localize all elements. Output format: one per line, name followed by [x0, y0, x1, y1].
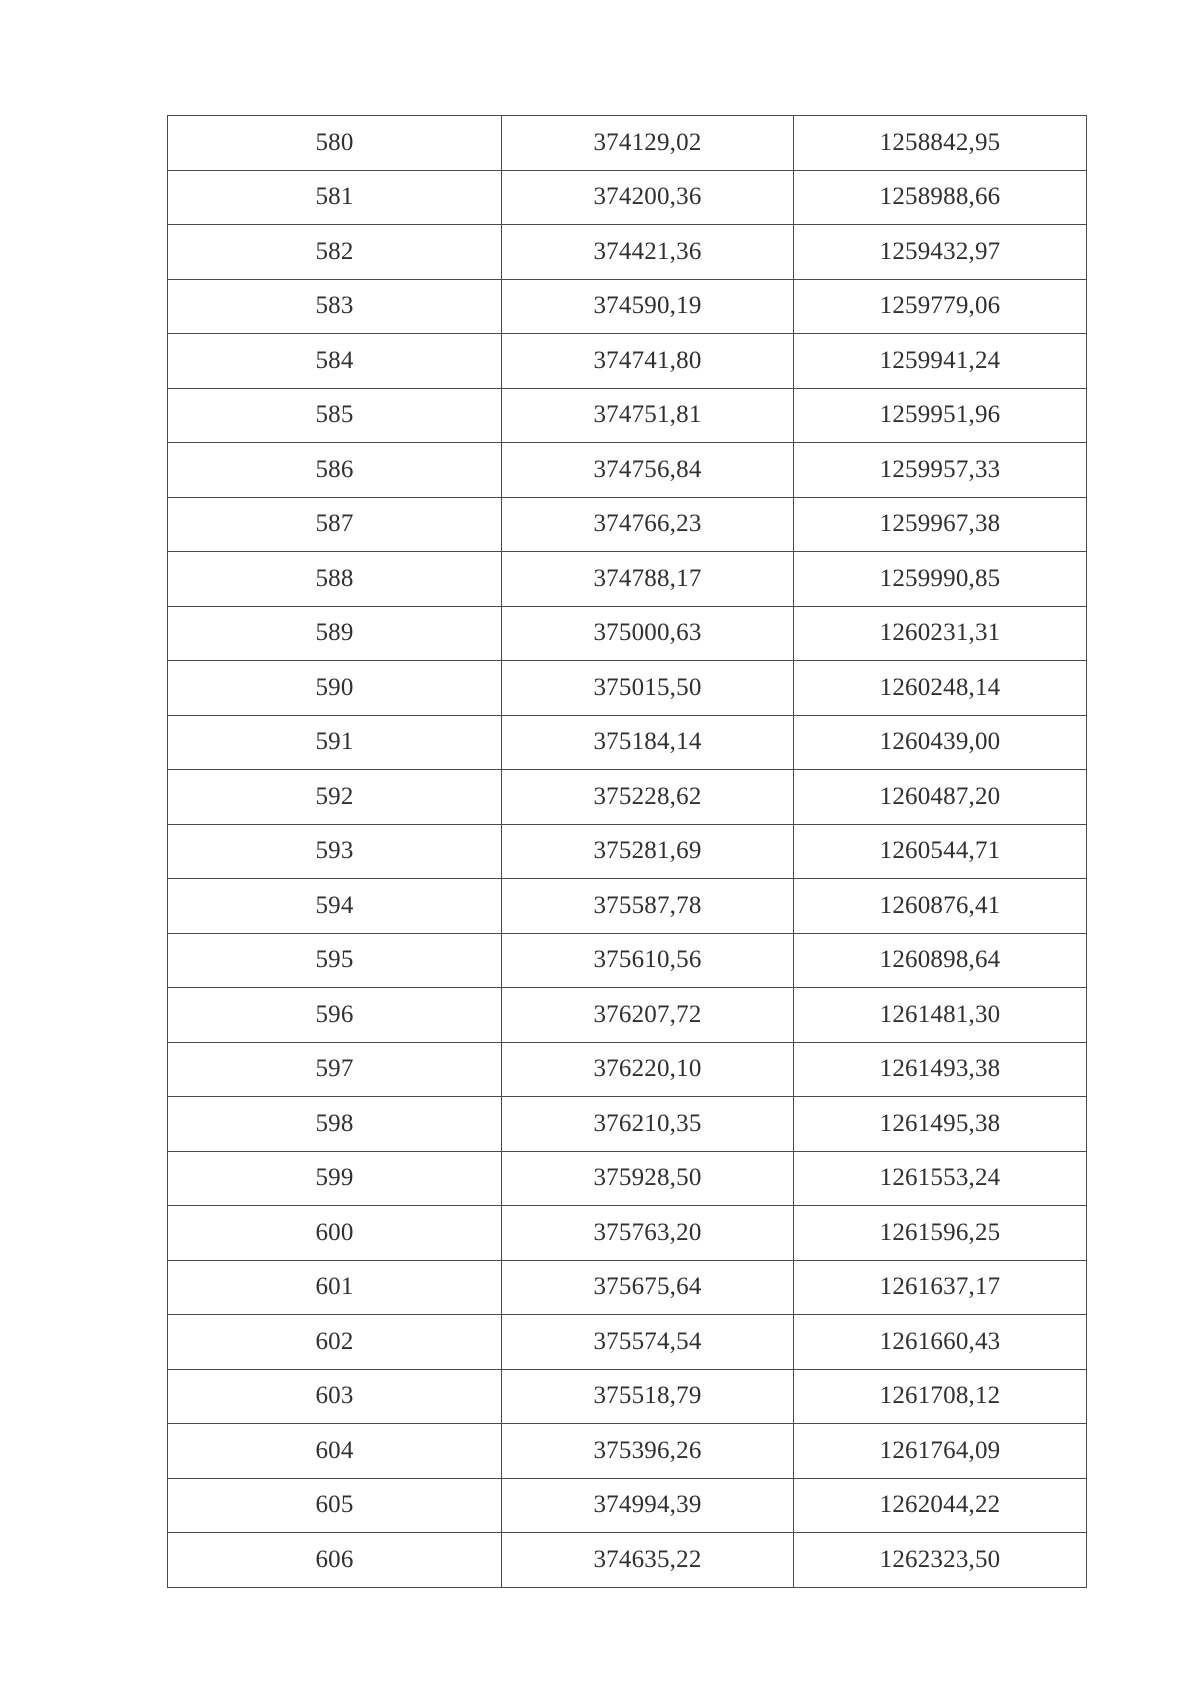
coordinates-table-body	[168, 116, 1087, 1588]
table-row	[168, 1369, 1087, 1424]
x-coordinate-cell: 374994,39	[502, 1478, 794, 1533]
table-row	[168, 879, 1087, 934]
x-coordinate-cell: 376220,10	[502, 1042, 794, 1097]
table-row	[168, 334, 1087, 389]
point-number-cell: 581	[168, 170, 502, 225]
point-number-cell: 584	[168, 334, 502, 389]
y-coordinate-cell: 1260231,31	[794, 606, 1087, 661]
point-number-cell: 586	[168, 443, 502, 498]
x-coordinate-cell: 376210,35	[502, 1097, 794, 1152]
x-coordinate-cell: 375184,14	[502, 715, 794, 770]
y-coordinate-cell: 1261596,25	[794, 1206, 1087, 1261]
point-number-cell: 603	[168, 1369, 502, 1424]
y-coordinate-cell: 1261495,38	[794, 1097, 1087, 1152]
point-number-cell: 595	[168, 933, 502, 988]
y-coordinate-cell: 1259990,85	[794, 552, 1087, 607]
x-coordinate-cell: 376207,72	[502, 988, 794, 1043]
point-number-cell: 606	[168, 1533, 502, 1588]
x-coordinate-cell: 374590,19	[502, 279, 794, 334]
y-coordinate-cell: 1261637,17	[794, 1260, 1087, 1315]
point-number-cell: 604	[168, 1424, 502, 1479]
table-row	[168, 770, 1087, 825]
table-row	[168, 1478, 1087, 1533]
y-coordinate-cell: 1258842,95	[794, 116, 1087, 171]
x-coordinate-cell: 374766,23	[502, 497, 794, 552]
table-row	[168, 933, 1087, 988]
x-coordinate-cell: 375015,50	[502, 661, 794, 716]
point-number-cell: 582	[168, 225, 502, 280]
table-row	[168, 388, 1087, 443]
point-number-cell: 596	[168, 988, 502, 1043]
table-row	[168, 1260, 1087, 1315]
x-coordinate-cell: 374421,36	[502, 225, 794, 280]
x-coordinate-cell: 374756,84	[502, 443, 794, 498]
point-number-cell: 592	[168, 770, 502, 825]
table-row	[168, 1315, 1087, 1370]
point-number-cell: 597	[168, 1042, 502, 1097]
y-coordinate-cell: 1260439,00	[794, 715, 1087, 770]
y-coordinate-cell: 1259779,06	[794, 279, 1087, 334]
y-coordinate-cell: 1259967,38	[794, 497, 1087, 552]
table-row	[168, 715, 1087, 770]
x-coordinate-cell: 375928,50	[502, 1151, 794, 1206]
x-coordinate-cell: 375587,78	[502, 879, 794, 934]
table-row	[168, 988, 1087, 1043]
y-coordinate-cell: 1262323,50	[794, 1533, 1087, 1588]
x-coordinate-cell: 375763,20	[502, 1206, 794, 1261]
y-coordinate-cell: 1259951,96	[794, 388, 1087, 443]
y-coordinate-cell: 1261660,43	[794, 1315, 1087, 1370]
point-number-cell: 589	[168, 606, 502, 661]
point-number-cell: 587	[168, 497, 502, 552]
table-row	[168, 552, 1087, 607]
point-number-cell: 599	[168, 1151, 502, 1206]
point-number-cell: 598	[168, 1097, 502, 1152]
y-coordinate-cell: 1259941,24	[794, 334, 1087, 389]
y-coordinate-cell: 1260487,20	[794, 770, 1087, 825]
point-number-cell: 601	[168, 1260, 502, 1315]
y-coordinate-cell: 1260544,71	[794, 824, 1087, 879]
x-coordinate-cell: 375281,69	[502, 824, 794, 879]
point-number-cell: 594	[168, 879, 502, 934]
y-coordinate-cell: 1261493,38	[794, 1042, 1087, 1097]
table-row	[168, 1424, 1087, 1479]
y-coordinate-cell: 1262044,22	[794, 1478, 1087, 1533]
point-number-cell: 585	[168, 388, 502, 443]
x-coordinate-cell: 374635,22	[502, 1533, 794, 1588]
table-row	[168, 279, 1087, 334]
x-coordinate-cell: 374751,81	[502, 388, 794, 443]
y-coordinate-cell: 1259432,97	[794, 225, 1087, 280]
point-number-cell: 588	[168, 552, 502, 607]
table-row	[168, 1042, 1087, 1097]
table-row	[168, 1533, 1087, 1588]
x-coordinate-cell: 374200,36	[502, 170, 794, 225]
table-row	[168, 661, 1087, 716]
table-row	[168, 116, 1087, 171]
x-coordinate-cell: 375396,26	[502, 1424, 794, 1479]
y-coordinate-cell: 1261708,12	[794, 1369, 1087, 1424]
table-row	[168, 443, 1087, 498]
x-coordinate-cell: 374788,17	[502, 552, 794, 607]
table-row	[168, 824, 1087, 879]
table-row	[168, 1097, 1087, 1152]
x-coordinate-cell: 375675,64	[502, 1260, 794, 1315]
y-coordinate-cell: 1261553,24	[794, 1151, 1087, 1206]
x-coordinate-cell: 374129,02	[502, 116, 794, 171]
y-coordinate-cell: 1260248,14	[794, 661, 1087, 716]
table-row	[168, 1206, 1087, 1261]
point-number-cell: 602	[168, 1315, 502, 1370]
x-coordinate-cell: 375228,62	[502, 770, 794, 825]
point-number-cell: 580	[168, 116, 502, 171]
y-coordinate-cell: 1260898,64	[794, 933, 1087, 988]
coordinates-table	[167, 115, 1087, 1588]
y-coordinate-cell: 1259957,33	[794, 443, 1087, 498]
table-row	[168, 1151, 1087, 1206]
y-coordinate-cell: 1261481,30	[794, 988, 1087, 1043]
y-coordinate-cell: 1258988,66	[794, 170, 1087, 225]
point-number-cell: 605	[168, 1478, 502, 1533]
y-coordinate-cell: 1261764,09	[794, 1424, 1087, 1479]
x-coordinate-cell: 375518,79	[502, 1369, 794, 1424]
point-number-cell: 583	[168, 279, 502, 334]
table-row	[168, 170, 1087, 225]
table-row	[168, 497, 1087, 552]
table-row	[168, 606, 1087, 661]
point-number-cell: 591	[168, 715, 502, 770]
y-coordinate-cell: 1260876,41	[794, 879, 1087, 934]
x-coordinate-cell: 375610,56	[502, 933, 794, 988]
table-row	[168, 225, 1087, 280]
point-number-cell: 593	[168, 824, 502, 879]
point-number-cell: 590	[168, 661, 502, 716]
x-coordinate-cell: 375574,54	[502, 1315, 794, 1370]
point-number-cell: 600	[168, 1206, 502, 1261]
x-coordinate-cell: 375000,63	[502, 606, 794, 661]
x-coordinate-cell: 374741,80	[502, 334, 794, 389]
